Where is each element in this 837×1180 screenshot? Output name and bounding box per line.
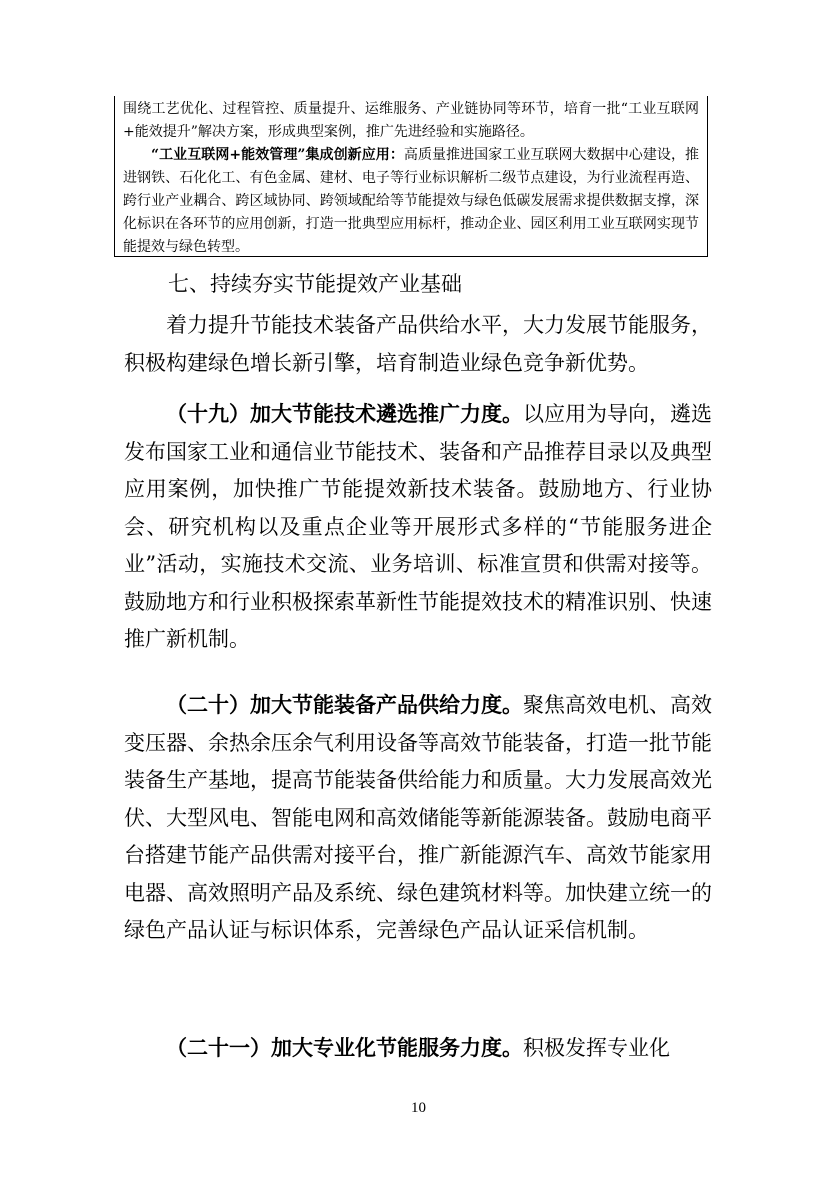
box-item-body: 高质量推进国家工业互联网大数据中心建设，推进钢铁、石化化工、有色金属、建材、电子等行业标识解析二级节点建设，为行业流程再造、跨行业产业耦合、跨区域协同、跨领域配给等节能提效与绿色低碳发展需求提供数据支撑，深化标识在各环节的应用创新，打造一批典型应用标杆，推动企业、园区利用工业互联网实现节能提效与绿色转型。 xyxy=(123,147,699,255)
item-body-19: 以应用为导向，遴选发布国家工业和通信业节能技术、装备和产品推荐目录以及典型应用案例，加快推广节能提效新技术装备。鼓励地方、行业协会、研究机构以及重点企业等开展形式多样的“节能服务进企业”活动，实施技术交流、业务培训、标准宣贯和供需对接等。鼓励地方和行业积极探索革新性节能提效技术的精准识别、快速推广新机制。 xyxy=(124,402,712,651)
item-body-21: 积极发挥专业化 xyxy=(523,1036,670,1060)
page-number: 10 xyxy=(411,1100,426,1116)
item-lead-20: （二十）加大节能装备产品供给力度。 xyxy=(166,692,523,717)
item-body-20: 聚焦高效电机、高效变压器、余热余压余气利用设备等高效节能装备，打造一批节能装备生产基地，提高节能装备供给能力和质量。大力发展高效光伏、大型风电、智能电网和高效储能等新能源装备。鼓励电商平台搭建节能产品供需对接平台，推广新能源汽车、高效节能家用电器、高效照明产品及系统、绿色建筑材料等。加快建立统一的绿色产品认证与标识体系，完善绿色产品认证采信机制。 xyxy=(124,693,712,942)
item-paragraph-19 xyxy=(124,395,712,659)
section-intro: 着力提升节能技术装备产品供给水平，大力发展节能服务，积极构建绿色增长新引擎，培育制造业绿色竞争新优势。 xyxy=(124,313,712,375)
section-heading: 七、持续夯实节能提效产业基础 xyxy=(168,272,462,296)
box-paragraph-1: 围绕工艺优化、过程管控、质量提升、运维服务、产业链协同等环节，培育一批“工业互联网+能效提升”解决方案，形成典型案例，推广先进经验和实施路径。 xyxy=(123,101,699,140)
item-lead-21: （二十一）加大专业化节能服务力度。 xyxy=(166,1035,523,1060)
item-lead-19: （十九）加大节能技术遴选推广力度。 xyxy=(166,401,523,426)
item-paragraph-21 xyxy=(124,1029,712,1068)
boxed-excerpt xyxy=(114,96,708,257)
box-paragraph-2 xyxy=(123,144,699,259)
item-paragraph-20 xyxy=(124,686,712,950)
box-item-title: “工业互联网+能效管理”集成创新应用： xyxy=(151,147,404,163)
